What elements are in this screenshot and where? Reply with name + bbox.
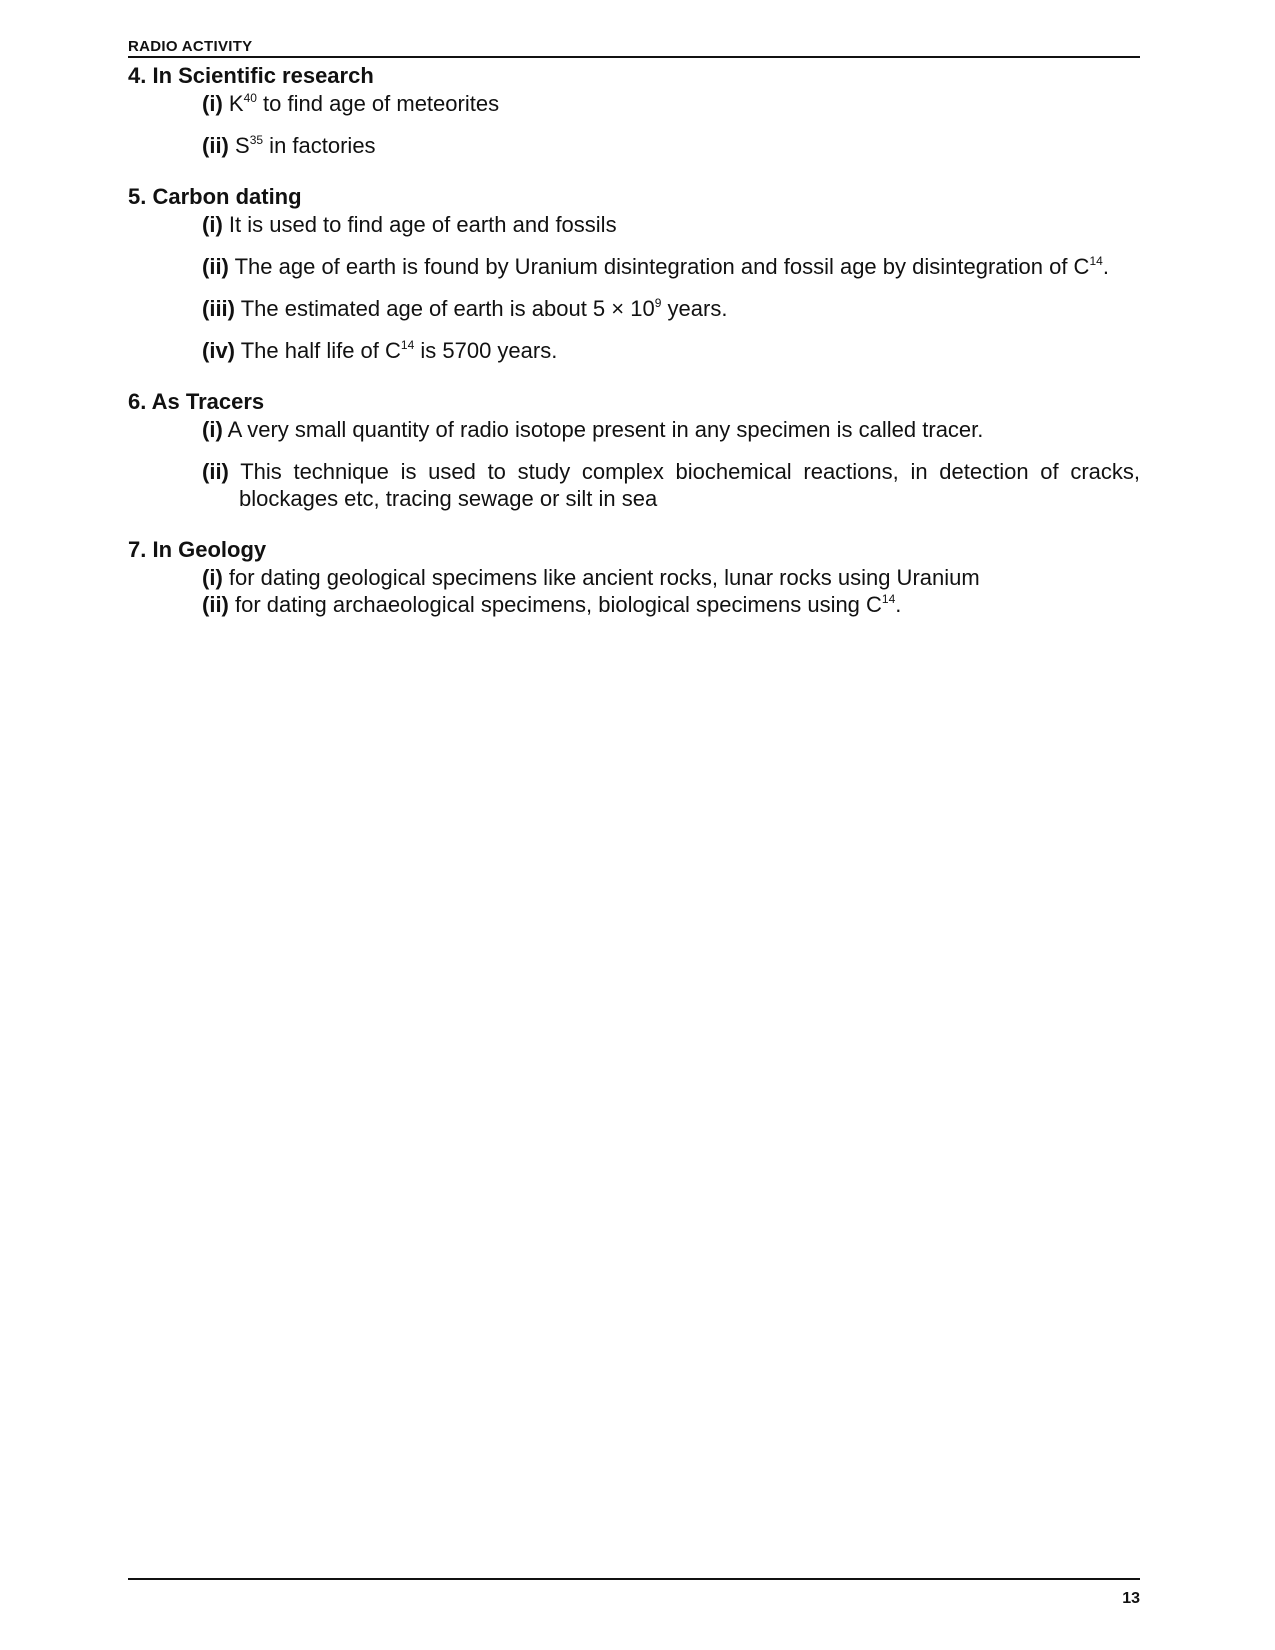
list-item [128,90,1140,117]
item-text: The age of earth is found by Uranium disintegration and fossil age by disintegration of C [234,254,1090,279]
superscript: 40 [243,91,257,105]
item-text: to find age of meteorites [256,91,500,116]
item-text: for dating geological specimens like ancient rocks, lunar rocks using Uranium [228,565,980,590]
item-number: (ii) [202,254,229,279]
superscript: 14 [881,592,896,606]
item-text: K [228,91,244,116]
item-number: (ii) [202,459,229,484]
section-heading: 7. In Geology [128,537,267,562]
section-heading: 4. In Scientific research [128,63,374,88]
item-text: in factories [263,133,376,158]
item-text: S [235,133,250,158]
section-heading: 5. Carbon dating [128,184,302,209]
list-item [128,211,1140,238]
superscript: 35 [249,133,264,147]
page-number: 13 [1122,1590,1140,1607]
superscript: 14 [1089,254,1103,268]
list-item [128,132,1140,159]
list-item [128,253,1140,280]
section-heading: 6. As Tracers [128,389,265,414]
item-text: A very small quantity of radio isotope present in any specimen is called tracer. [227,417,984,442]
item-text: years. [661,296,728,321]
item-text: This technique is used to study complex biochemical reactions, in detection of cracks, blockages etc, tracing sewage or silt in sea [239,459,1141,511]
item-number: (ii) [202,133,229,158]
list-item [128,337,1140,364]
item-number: (ii) [202,592,229,617]
superscript: 14 [400,338,415,352]
section-as-tracers [128,388,1140,512]
page-content [128,62,1140,618]
footer-rule [128,1578,1140,1580]
list-item [128,295,1140,322]
item-number: (iii) [202,296,235,321]
item-number: (i) [202,91,223,116]
item-text: . [895,592,902,617]
item-number: (i) [202,565,223,590]
running-head: RADIO ACTIVITY [128,38,253,55]
list-item [128,458,1140,512]
list-item [128,416,1140,443]
item-text: It is used to find age of earth and fossils [228,212,617,237]
superscript: 9 [654,296,662,310]
list-item [128,591,1140,618]
item-text: for dating archaeological specimens, biological specimens using C [235,592,882,617]
item-text: . [1102,254,1109,279]
item-number: (iv) [202,338,235,363]
item-number: (i) [202,417,223,442]
list-item [128,564,1140,591]
item-text: The half life of C [240,338,401,363]
item-text: The estimated age of earth is about 5 × 10 [240,296,655,321]
section-scientific-research [128,62,1140,159]
section-in-geology [128,536,1140,618]
header-rule [128,56,1140,58]
item-number: (i) [202,212,223,237]
item-text: is 5700 years. [414,338,558,363]
section-carbon-dating [128,183,1140,364]
